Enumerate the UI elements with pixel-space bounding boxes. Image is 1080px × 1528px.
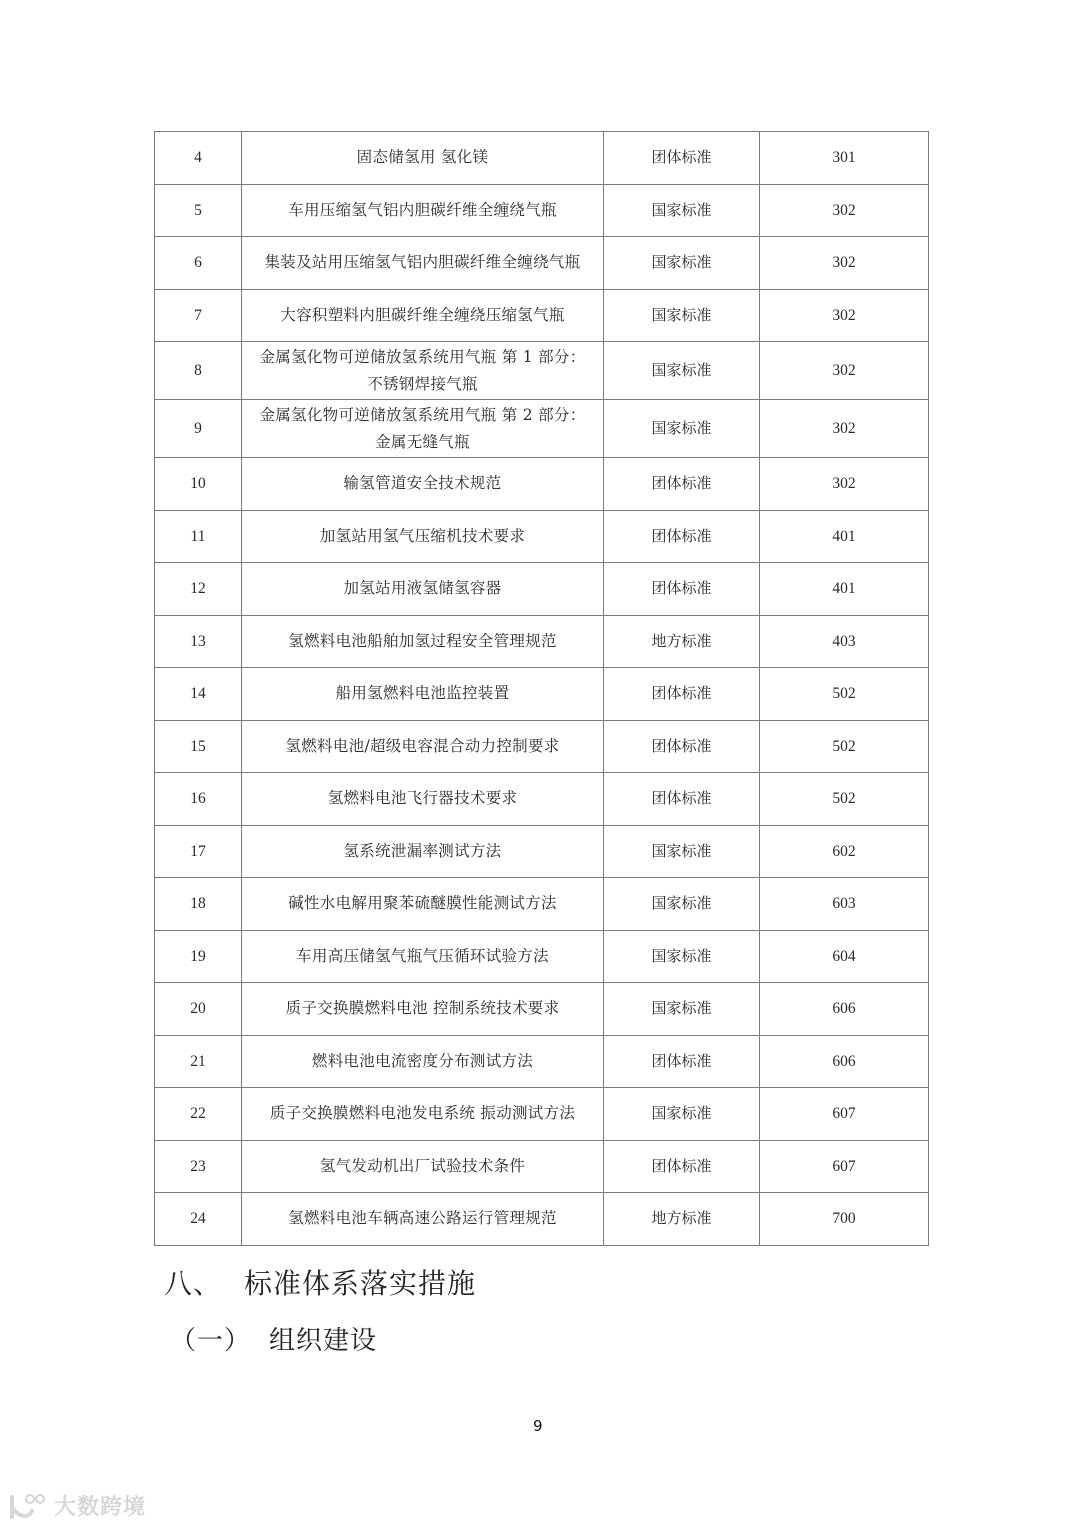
cell-standard-type: 国家标准 — [604, 983, 760, 1036]
cell-standard-type: 团体标准 — [604, 563, 760, 616]
table-row — [155, 1035, 929, 1088]
cell-number: 10 — [155, 458, 242, 511]
cell-standard-type: 地方标准 — [604, 1193, 760, 1246]
cell-standard-type: 国家标准 — [604, 878, 760, 931]
watermark — [8, 1490, 146, 1521]
standard-name-line: 金属氢化物可逆储放氢系统用气瓶 第 2 部分： — [259, 405, 586, 424]
cell-category-code: 502 — [760, 720, 929, 773]
section-subheading-text: 组织建设 — [269, 1326, 378, 1356]
cell-standard-name — [242, 237, 604, 290]
cell-standard-type: 团体标准 — [604, 668, 760, 721]
table-row — [155, 342, 929, 400]
cell-number: 20 — [155, 983, 242, 1036]
standard-name-line: 金属氢化物可逆储放氢系统用气瓶 第 1 部分： — [259, 347, 586, 366]
cell-category-code: 302 — [760, 400, 929, 458]
standard-name-line: 质子交换膜燃料电池发电系统 振动测试方法 — [269, 1104, 576, 1123]
standard-name-line: 氢系统泄漏率测试方法 — [343, 841, 502, 860]
section-heading — [164, 1262, 476, 1302]
standard-name-line: 不锈钢焊接气瓶 — [367, 374, 478, 393]
k100-logo-icon — [8, 1491, 48, 1521]
cell-standard-type: 国家标准 — [604, 184, 760, 237]
standard-name-line: 固态储氢用 氢化镁 — [356, 148, 489, 167]
cell-number: 13 — [155, 615, 242, 668]
table-row — [155, 184, 929, 237]
section-heading-number: 八、 — [164, 1267, 223, 1300]
cell-standard-name — [242, 184, 604, 237]
standard-name-line: 碱性水电解用聚苯硫醚膜性能测试方法 — [288, 894, 557, 913]
table-row — [155, 1088, 929, 1141]
standard-name-line: 燃料电池电流密度分布测试方法 — [311, 1051, 534, 1070]
standard-name-line: 加氢站用氢气压缩机技术要求 — [319, 526, 526, 545]
cell-standard-name — [242, 289, 604, 342]
cell-standard-name — [242, 1193, 604, 1246]
cell-standard-type: 团体标准 — [604, 1140, 760, 1193]
cell-standard-type: 国家标准 — [604, 400, 760, 458]
cell-standard-name — [242, 773, 604, 826]
cell-standard-type: 团体标准 — [604, 1035, 760, 1088]
table-row — [155, 983, 929, 1036]
cell-standard-type: 国家标准 — [604, 1088, 760, 1141]
cell-number: 8 — [155, 342, 242, 400]
standard-name-line: 输氢管道安全技术规范 — [343, 474, 502, 493]
cell-standard-name — [242, 563, 604, 616]
cell-standard-name — [242, 930, 604, 983]
cell-number: 15 — [155, 720, 242, 773]
cell-standard-type: 团体标准 — [604, 132, 760, 185]
cell-category-code: 302 — [760, 184, 929, 237]
cell-standard-name — [242, 510, 604, 563]
cell-standard-type: 国家标准 — [604, 930, 760, 983]
cell-number: 12 — [155, 563, 242, 616]
cell-category-code: 502 — [760, 668, 929, 721]
cell-number: 17 — [155, 825, 242, 878]
cell-standard-type: 团体标准 — [604, 720, 760, 773]
cell-standard-name — [242, 878, 604, 931]
cell-number: 18 — [155, 878, 242, 931]
cell-category-code: 401 — [760, 563, 929, 616]
cell-standard-name — [242, 983, 604, 1036]
standard-name-line: 船用氢燃料电池监控装置 — [335, 684, 510, 703]
table-row — [155, 930, 929, 983]
standard-name-line: 质子交换膜燃料电池 控制系统技术要求 — [285, 999, 560, 1018]
table-row — [155, 668, 929, 721]
standard-name-line: 氢燃料电池车辆高速公路运行管理规范 — [288, 1209, 557, 1228]
cell-number: 19 — [155, 930, 242, 983]
cell-number: 5 — [155, 184, 242, 237]
table-row — [155, 615, 929, 668]
page-number: 9 — [533, 1417, 543, 1435]
cell-category-code: 301 — [760, 132, 929, 185]
cell-category-code: 606 — [760, 1035, 929, 1088]
cell-standard-name — [242, 458, 604, 511]
table-row — [155, 563, 929, 616]
standards-table-body — [155, 132, 929, 1246]
cell-standard-name — [242, 1035, 604, 1088]
table-row — [155, 1193, 929, 1246]
table-row — [155, 237, 929, 290]
cell-standard-name — [242, 400, 604, 458]
cell-number: 23 — [155, 1140, 242, 1193]
standard-name-line: 车用压缩氢气铝内胆碳纤维全缠绕气瓶 — [288, 200, 557, 219]
cell-standard-type: 国家标准 — [604, 289, 760, 342]
standard-name-line: 车用高压储氢气瓶气压循环试验方法 — [296, 946, 549, 965]
cell-number: 24 — [155, 1193, 242, 1246]
standard-name-line: 氢燃料电池/超级电容混合动力控制要求 — [285, 736, 560, 755]
cell-category-code: 403 — [760, 615, 929, 668]
cell-category-code: 607 — [760, 1088, 929, 1141]
standard-name-line: 大容积塑料内胆碳纤维全缠绕压缩氢气瓶 — [280, 305, 565, 324]
cell-category-code: 603 — [760, 878, 929, 931]
table-row — [155, 720, 929, 773]
table-row — [155, 878, 929, 931]
cell-category-code: 602 — [760, 825, 929, 878]
table-row — [155, 773, 929, 826]
cell-category-code: 606 — [760, 983, 929, 1036]
cell-standard-name — [242, 342, 604, 400]
section-heading-text: 标准体系落实措施 — [244, 1267, 477, 1300]
cell-number: 6 — [155, 237, 242, 290]
table-row — [155, 1140, 929, 1193]
standard-name-line: 加氢站用液氢储氢容器 — [343, 579, 502, 598]
cell-number: 16 — [155, 773, 242, 826]
cell-number: 22 — [155, 1088, 242, 1141]
cell-category-code: 700 — [760, 1193, 929, 1246]
table-row — [155, 400, 929, 458]
cell-category-code: 607 — [760, 1140, 929, 1193]
cell-number: 21 — [155, 1035, 242, 1088]
section-subheading-number: （一） — [170, 1326, 252, 1356]
standards-table — [154, 131, 929, 1246]
cell-standard-name — [242, 615, 604, 668]
standard-name-line: 氢气发动机出厂试验技术条件 — [319, 1156, 526, 1175]
cell-number: 7 — [155, 289, 242, 342]
cell-standard-type: 团体标准 — [604, 773, 760, 826]
standard-name-line: 氢燃料电池船舶加氢过程安全管理规范 — [288, 631, 557, 650]
cell-category-code: 302 — [760, 342, 929, 400]
cell-category-code: 302 — [760, 237, 929, 290]
standard-name-line: 金属无缝气瓶 — [375, 432, 470, 451]
cell-standard-type: 地方标准 — [604, 615, 760, 668]
table-row — [155, 132, 929, 185]
cell-standard-type: 国家标准 — [604, 342, 760, 400]
cell-number: 14 — [155, 668, 242, 721]
watermark-text: 大数跨境 — [54, 1495, 147, 1520]
cell-category-code: 302 — [760, 289, 929, 342]
cell-standard-name — [242, 132, 604, 185]
section-subheading — [170, 1320, 377, 1357]
cell-standard-name — [242, 1140, 604, 1193]
standard-name-line: 集装及站用压缩氢气铝内胆碳纤维全缠绕气瓶 — [264, 253, 581, 272]
cell-standard-name — [242, 668, 604, 721]
cell-category-code: 502 — [760, 773, 929, 826]
cell-category-code: 604 — [760, 930, 929, 983]
cell-standard-name — [242, 720, 604, 773]
cell-number: 11 — [155, 510, 242, 563]
cell-category-code: 401 — [760, 510, 929, 563]
table-row — [155, 510, 929, 563]
table-row — [155, 825, 929, 878]
standard-name-line: 氢燃料电池飞行器技术要求 — [327, 789, 518, 808]
table-row — [155, 458, 929, 511]
table-row — [155, 289, 929, 342]
cell-standard-type: 国家标准 — [604, 825, 760, 878]
cell-number: 9 — [155, 400, 242, 458]
cell-standard-type: 团体标准 — [604, 510, 760, 563]
cell-standard-name — [242, 825, 604, 878]
cell-category-code: 302 — [760, 458, 929, 511]
cell-standard-type: 团体标准 — [604, 458, 760, 511]
cell-number: 4 — [155, 132, 242, 185]
cell-standard-type: 国家标准 — [604, 237, 760, 290]
cell-standard-name — [242, 1088, 604, 1141]
